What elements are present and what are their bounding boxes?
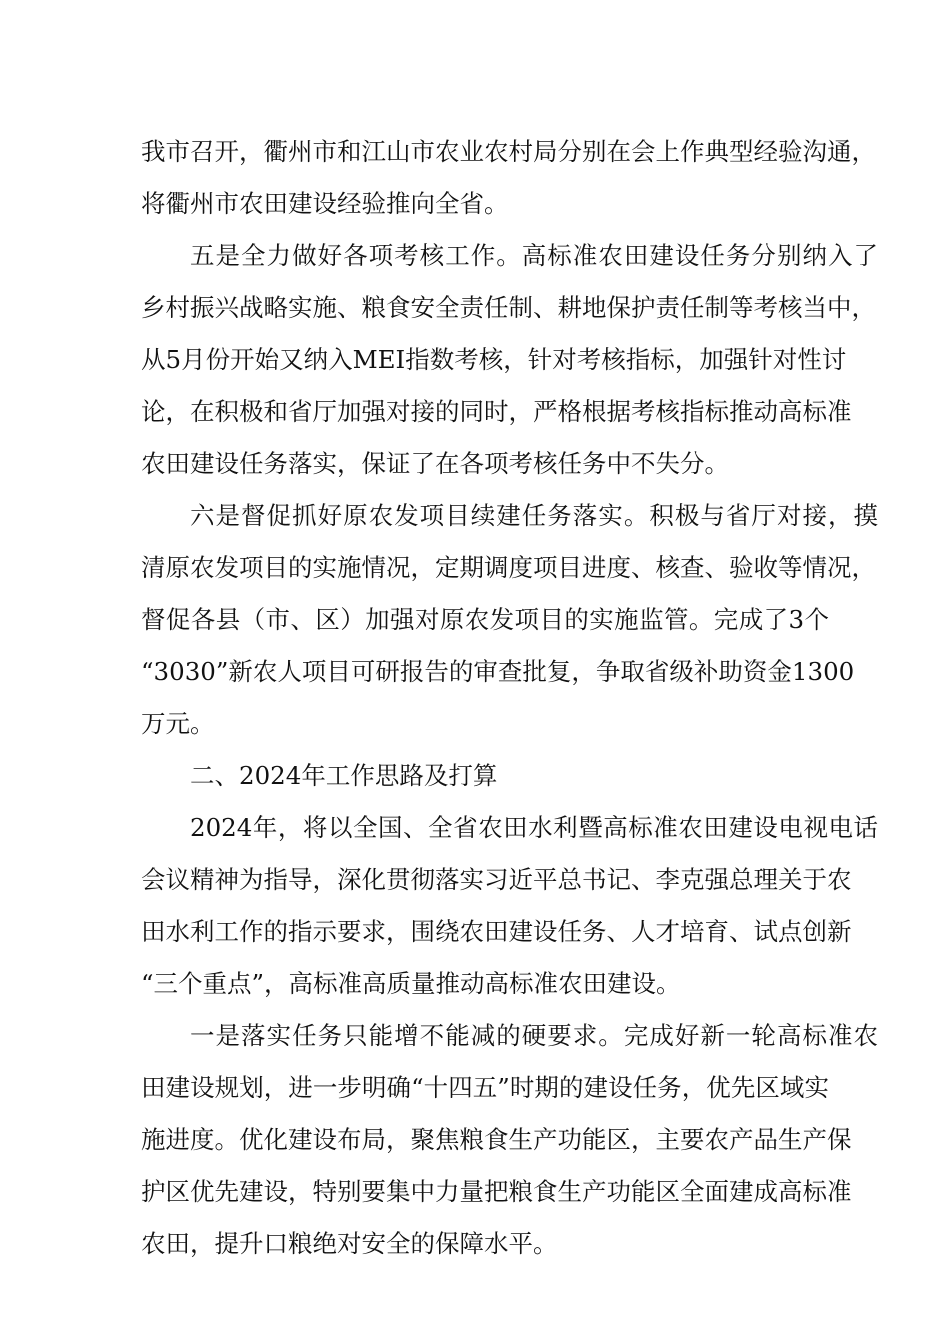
text-line: 施进度。优化建设布局，聚焦粮食生产功能区，主要农产品生产保 [141, 1125, 852, 1154]
text-line: 督促各县（市、区）加强对原农发项目的实施监管。完成了3个 [141, 605, 829, 634]
text-line: 万元。 [141, 709, 215, 738]
paragraph-start-line: 五是全力做好各项考核工作。高标准农田建设任务分别纳入了 [190, 241, 878, 270]
text-line: 农田建设任务落实，保证了在各项考核任务中不失分。 [141, 449, 729, 478]
text-line: 将衢州市农田建设经验推向全省。 [141, 189, 509, 218]
text-line: 农田，提升口粮绝对安全的保障水平。 [141, 1229, 558, 1258]
text-line: 论，在积极和省厅加强对接的同时，严格根据考核指标推动高标准 [141, 397, 852, 426]
text-line: 田建设规划，进一步明确“十四五”时期的建设任务，优先区域实 [141, 1073, 829, 1102]
text-line: 乡村振兴战略实施、粮食安全责任制、耕地保护责任制等考核当中， [141, 293, 876, 322]
text-line: 清原农发项目的实施情况，定期调度项目进度、核查、验收等情况， [141, 553, 876, 582]
paragraph-start-line: 六是督促抓好原农发项目续建任务落实。积极与省厅对接，摸 [190, 501, 878, 530]
paragraph-start-line: 2024年，将以全国、全省农田水利暨高标准农田建设电视电话 [190, 813, 878, 842]
text-line: 从5月份开始又纳入MEI指数考核，针对考核指标，加强针对性讨 [141, 345, 847, 374]
text-line: 会议精神为指导，深化贯彻落实习近平总书记、李克强总理关于农 [141, 865, 852, 894]
document-body [141, 126, 878, 1270]
text-line: 田水利工作的指示要求，围绕农田建设任务、人才培育、试点创新 [141, 917, 852, 946]
text-line: “三个重点”，高标准高质量推动高标准农田建设。 [141, 969, 681, 998]
text-line: 我市召开，衢州市和江山市农业农村局分别在会上作典型经验沟通， [141, 137, 876, 166]
section-heading: 二、2024年工作思路及打算 [190, 761, 498, 790]
paragraph-start-line: 一是落实任务只能增不能减的硬要求。完成好新一轮高标准农 [190, 1021, 878, 1050]
text-line: 护区优先建设，特别要集中力量把粮食生产功能区全面建成高标准 [141, 1177, 852, 1206]
text-line: “3030”新农人项目可研报告的审查批复，争取省级补助资金1300 [141, 657, 855, 686]
